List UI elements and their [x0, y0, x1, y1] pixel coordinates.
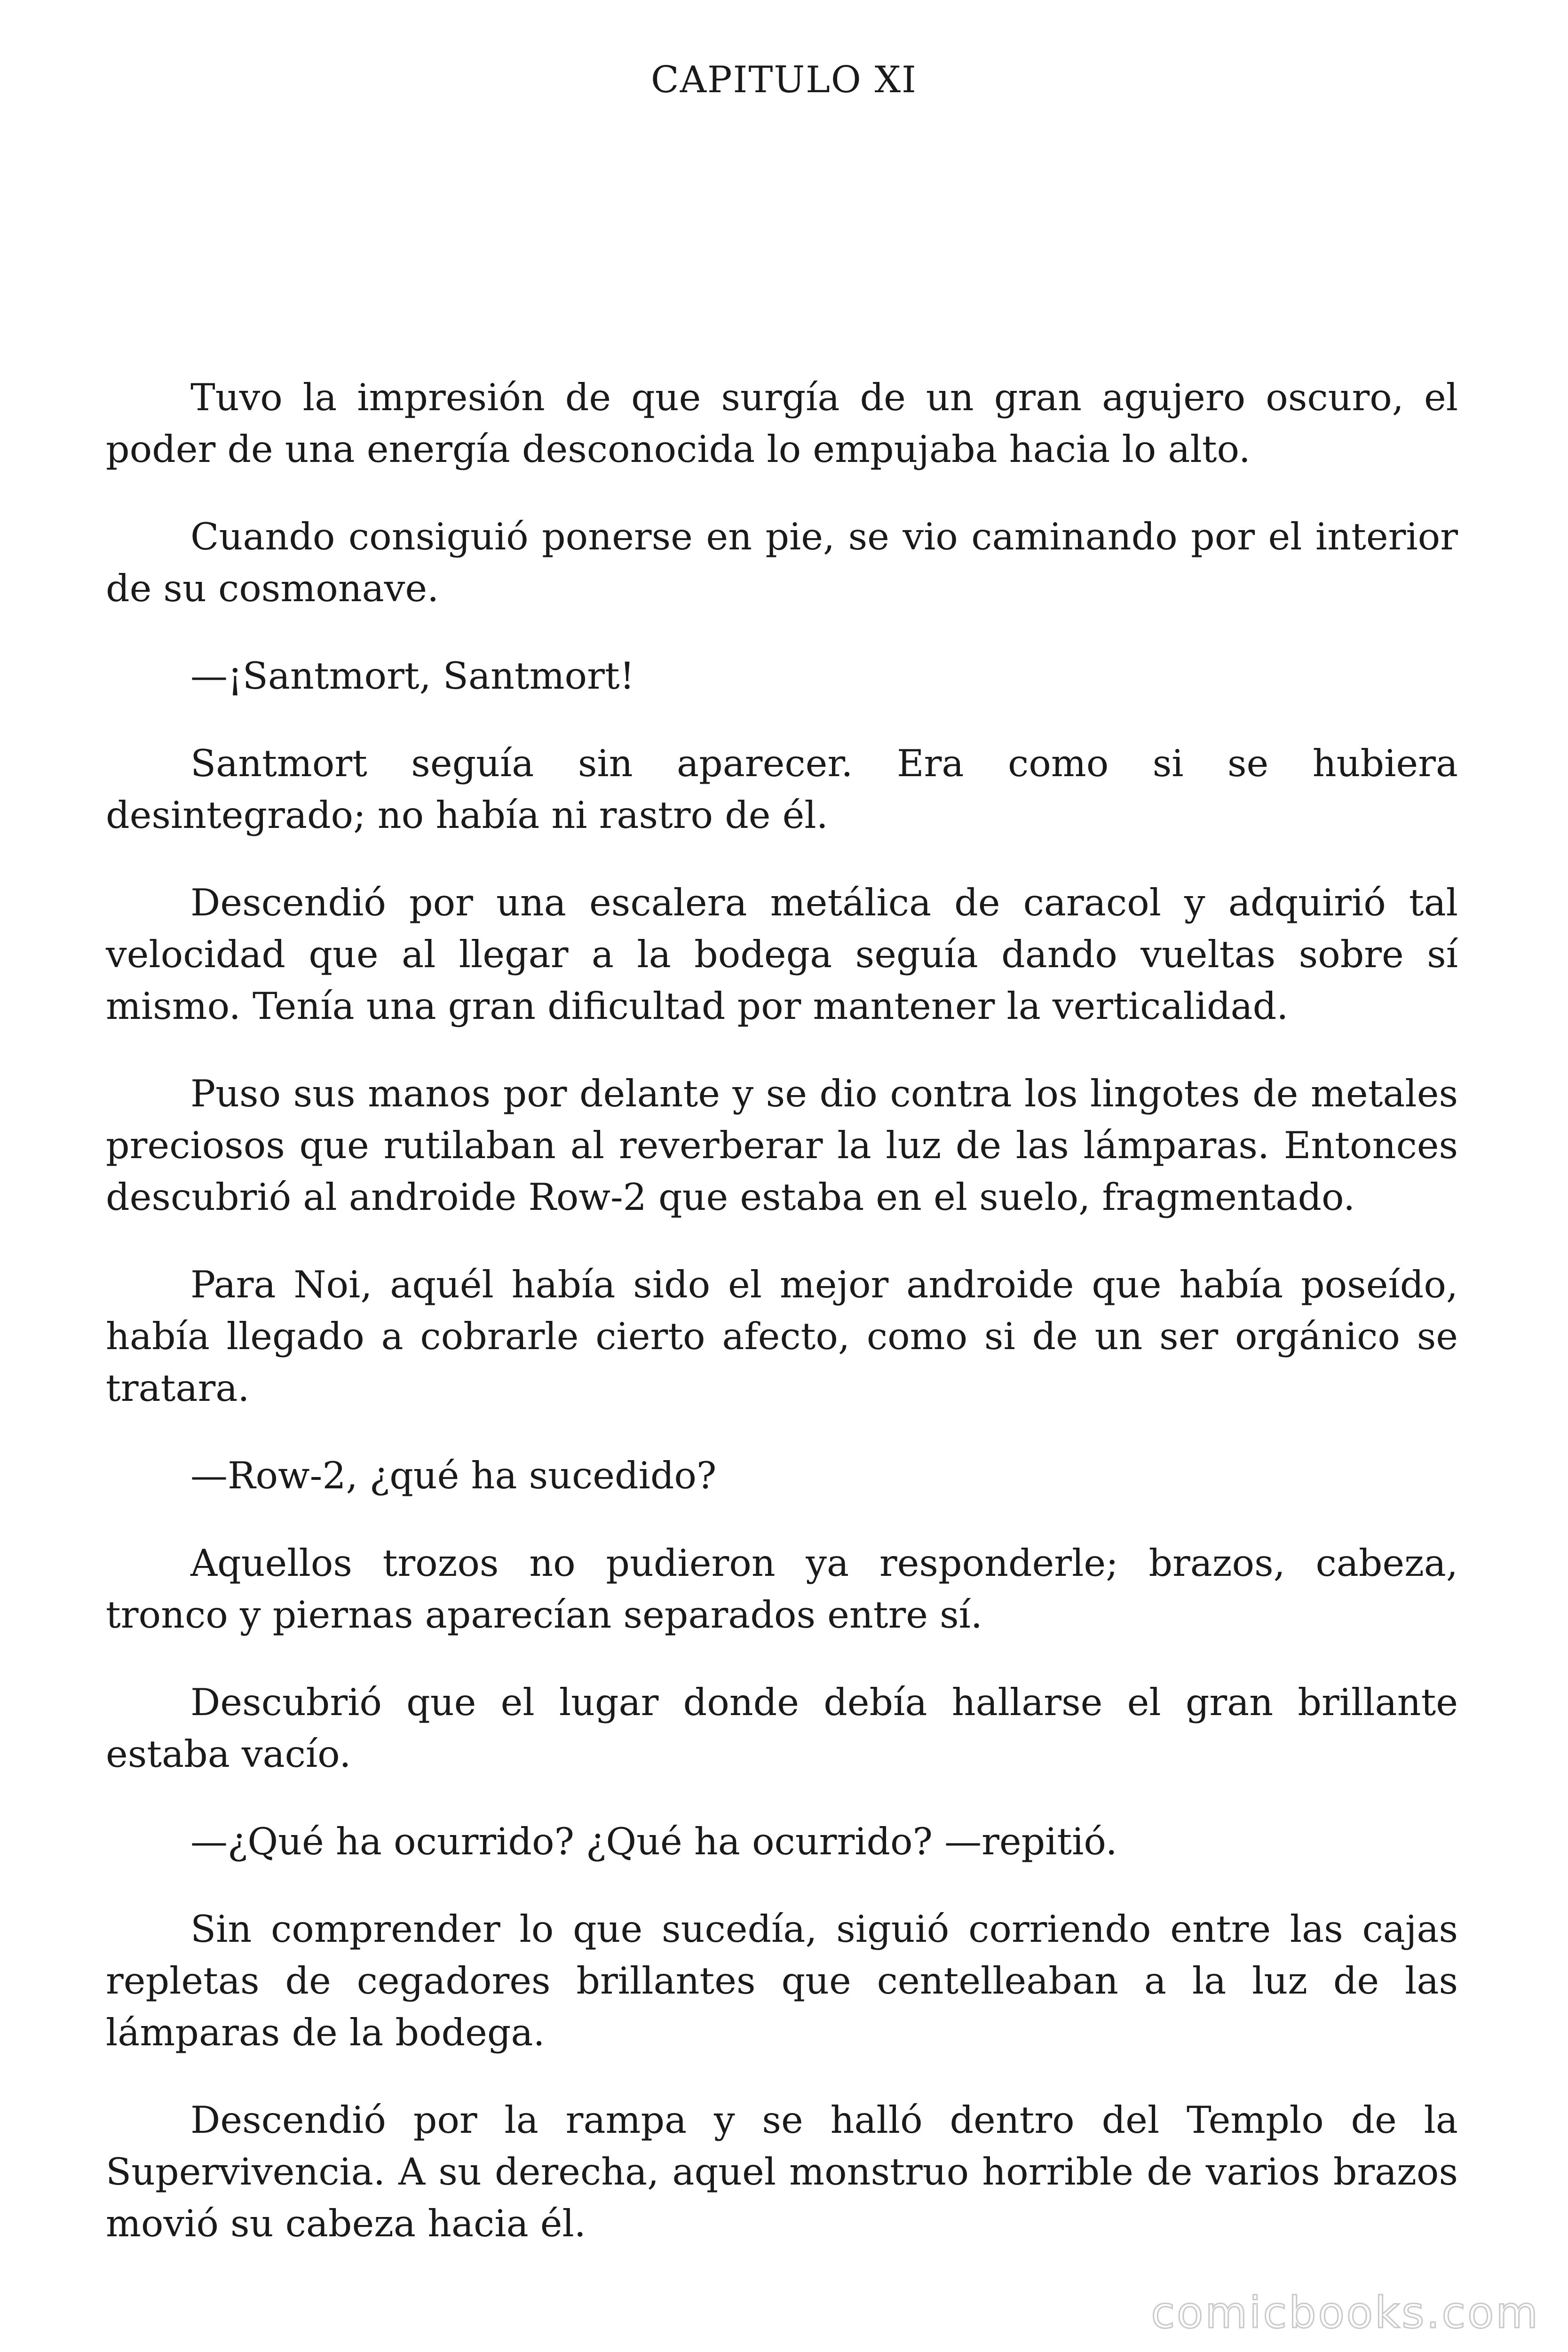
watermark: comicbooks.com — [1151, 2288, 1540, 2338]
paragraph: Tuvo la impresión de que surgía de un gran agujero oscuro, el poder de una energía desconocida lo empujaba hacia lo alto. — [106, 376, 1458, 471]
paragraph: Santmort seguía sin aparecer. Era como si se hubiera desintegrado; no había ni rastro de él. — [106, 742, 1458, 837]
paragraph: Descendió por una escalera metálica de caracol y adquirió tal velocidad que al llegar a la bodega seguía dando vueltas sobre sí mismo. Tenía una gran dificultad por mantener la verticalidad. — [106, 881, 1458, 1028]
chapter-title: CAPITULO XI — [651, 59, 917, 101]
dialogue-line: —¡Santmort, Santmort! — [190, 654, 635, 698]
paragraph: Para Noi, aquél había sido el mejor androide que había poseído, había llegado a cobrarle cierto afecto, como si de un ser orgánico se tratara. — [106, 1263, 1458, 1410]
paragraph: Aquellos trozos no pudieron ya responderle; brazos, cabeza, tronco y piernas aparecían separados entre sí. — [106, 1542, 1458, 1637]
paragraph: Sin comprender lo que sucedía, siguió corriendo entre las cajas repletas de cegadores brillantes que centelleaban a la luz de las lámparas de la bodega. — [106, 1907, 1458, 2054]
paragraph: Descendió por la rampa y se halló dentro del Templo de la Supervivencia. A su derecha, aquel monstruo horrible de varios brazos movió su cabeza hacia él. — [106, 2098, 1458, 2245]
paragraph: Descubrió que el lugar donde debía hallarse el gran brillante estaba vacío. — [106, 1681, 1458, 1776]
dialogue-line: —¿Qué ha ocurrido? ¿Qué ha ocurrido? —repitió. — [190, 1820, 1117, 1863]
chapter-body — [106, 372, 1458, 2285]
paragraph: Cuando consiguió ponerse en pie, se vio caminando por el interior de su cosmonave. — [106, 515, 1458, 610]
dialogue-line: —Row-2, ¿qué ha sucedido? — [190, 1454, 717, 1497]
paragraph: Puso sus manos por delante y se dio contra los lingotes de metales preciosos que rutilaban al reverberar la luz de las lámparas. Entonces descubrió al androide Row-2 que estaba en el suelo, fragmentado. — [106, 1072, 1458, 1219]
